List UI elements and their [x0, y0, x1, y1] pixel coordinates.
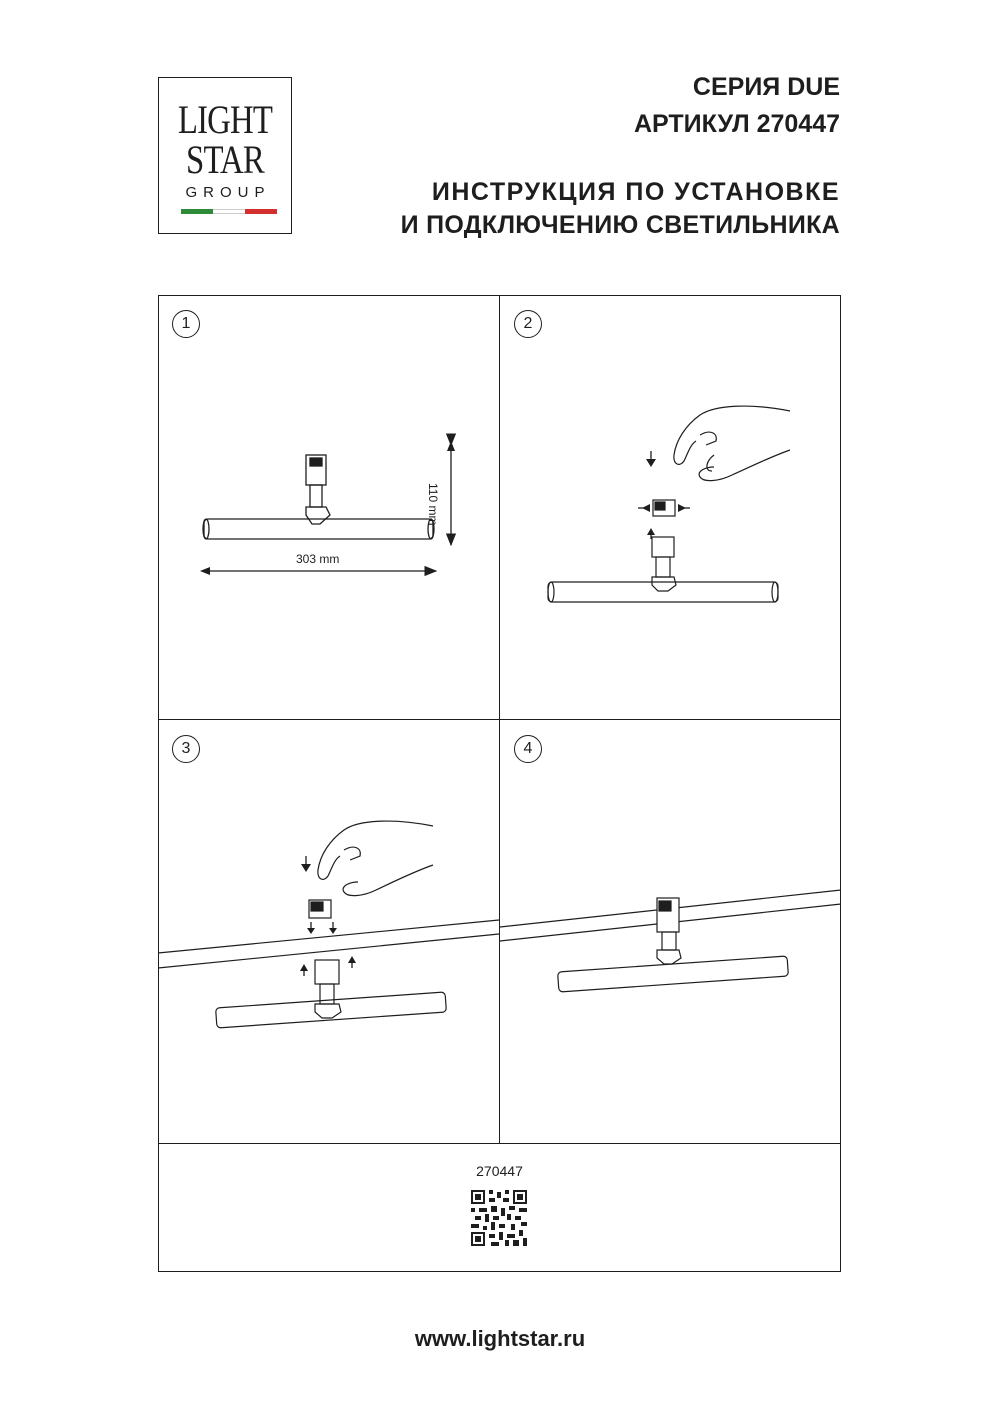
step-number-2: 2: [514, 310, 542, 338]
step1-illustration: [158, 295, 499, 719]
article-label: АРТИКУЛ 270447: [633, 110, 840, 138]
dimension-height-label: 110 mm: [426, 483, 440, 526]
flag-red: [245, 209, 277, 214]
grid-divider-bottom: [158, 1143, 841, 1144]
qr-code-icon: [471, 1190, 527, 1246]
website-link[interactable]: www.lightstar.ru: [414, 1326, 586, 1351]
logo-word-star: STAR: [186, 137, 264, 182]
product-code: 270447: [476, 1163, 523, 1179]
instruction-title-line2: И ПОДКЛЮЧЕНИЮ СВЕТИЛЬНИКА: [400, 211, 840, 239]
step3-illustration: [158, 720, 499, 1143]
step-number-1: 1: [172, 310, 200, 338]
series-label: СЕРИЯ DUE: [692, 73, 840, 101]
logo-word-group: GROUP: [185, 184, 271, 201]
step-number-3: 3: [172, 735, 200, 763]
flag-white: [213, 209, 245, 214]
dimension-width-label: 303 mm: [296, 552, 340, 566]
step4-illustration: [500, 720, 841, 1143]
flag-green: [181, 209, 213, 214]
instruction-title-line1: ИНСТРУКЦИЯ ПО УСТАНОВКЕ: [431, 178, 840, 206]
step-number-4: 4: [514, 735, 542, 763]
step2-illustration: [500, 295, 841, 719]
brand-logo: [158, 77, 292, 234]
logo-word-light: LIGHT: [177, 97, 273, 142]
italian-flag-stripe: [181, 209, 277, 214]
